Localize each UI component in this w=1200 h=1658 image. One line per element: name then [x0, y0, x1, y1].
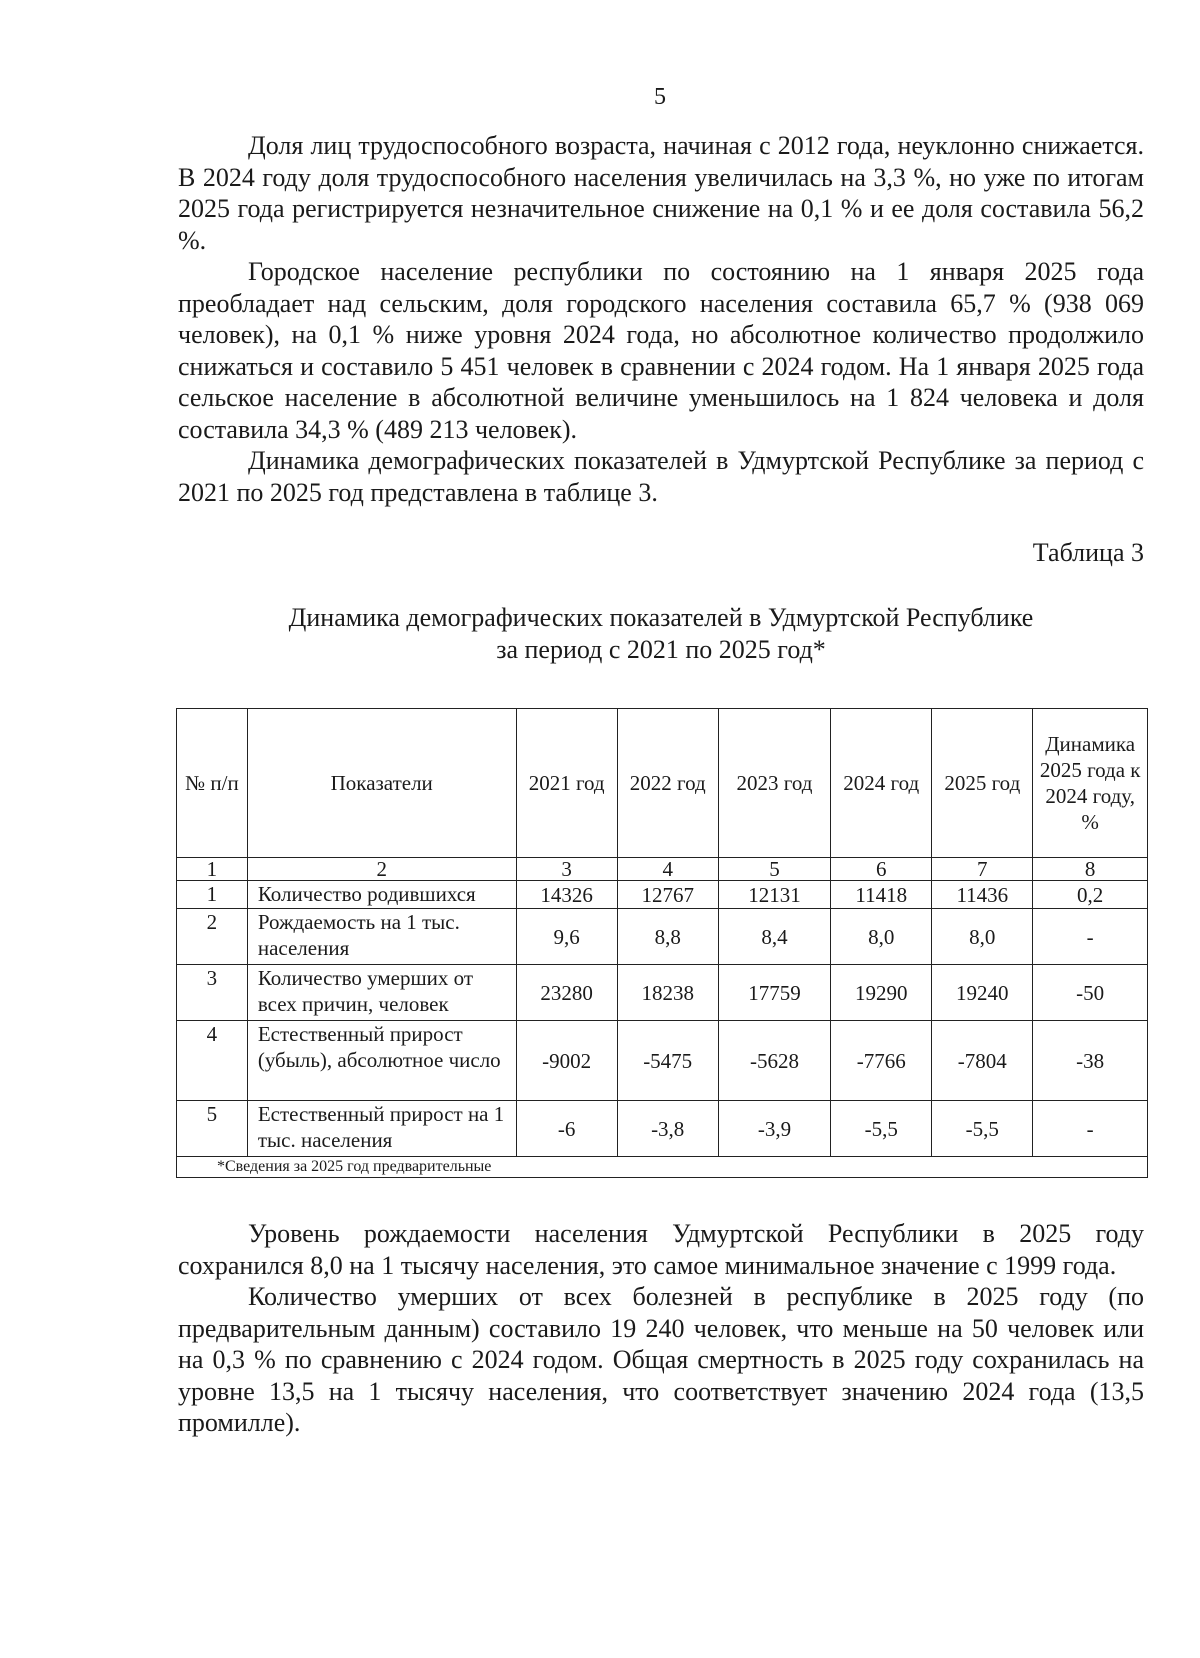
table-row [177, 1101, 1148, 1157]
paragraph: Количество умерших от всех болезней в республике в 2025 году (по предварительным данным) составило 19 240 человек, что меньше на 50 человек или на 0,3 % по сравнению с 2024 годом. Общая смертность в 2025 году сохранилась на уровне 13,5 на 1 тысячу населения, что соответствует значению 2024 года (13,5 промилле). [178, 1282, 1144, 1437]
header-2024: 2024 год [831, 709, 932, 858]
table-row [177, 909, 1148, 965]
paragraph: Уровень рождаемости населения Удмуртской Республики в 2025 году сохранился 8,0 на 1 тысячу населения, это самое минимальное значение с 1999 года. [178, 1219, 1144, 1280]
cell-2022: 12767 [617, 881, 718, 909]
column-number: 1 [177, 858, 248, 881]
column-number-row [177, 858, 1148, 881]
cell-dynamics: 0,2 [1033, 881, 1148, 909]
table-header-row [177, 709, 1148, 858]
cell-dynamics: -50 [1033, 965, 1148, 1021]
intro-text [178, 130, 1144, 508]
column-number: 5 [718, 858, 831, 881]
cell-2025: 11436 [932, 881, 1033, 909]
paragraph: Доля лиц трудоспособного возраста, начиная с 2012 года, неуклонно снижается. В 2024 году доля трудоспособного населения увеличилась на 3,3 %, но уже по итогам 2025 года регистрируется незначительное снижение на 0,1 % и ее доля составила 56,2 %. [178, 131, 1144, 255]
cell-2022: 18238 [617, 965, 718, 1021]
cell-2024: -5,5 [831, 1101, 932, 1157]
cell-2022: -3,8 [617, 1101, 718, 1157]
page-number: 5 [654, 84, 666, 110]
column-number: 4 [617, 858, 718, 881]
header-indicator: Показатели [247, 709, 516, 858]
table-title-line: за период с 2021 по 2025 год* [496, 635, 826, 664]
cell-2023: 8,4 [718, 909, 831, 965]
cell-2023: -5628 [718, 1021, 831, 1101]
column-number: 2 [247, 858, 516, 881]
cell-dynamics: - [1033, 1101, 1148, 1157]
table-row [177, 965, 1148, 1021]
row-num: 4 [177, 1021, 248, 1101]
cell-2021: -6 [516, 1101, 617, 1157]
row-name: Рождаемость на 1 тыс. населения [247, 909, 516, 965]
cell-2024: 19290 [831, 965, 932, 1021]
row-name: Количество умерших от всех причин, человек [247, 965, 516, 1021]
cell-2025: -7804 [932, 1021, 1033, 1101]
cell-2024: -7766 [831, 1021, 932, 1101]
column-number: 8 [1033, 858, 1148, 881]
cell-2025: 8,0 [932, 909, 1033, 965]
cell-2025: -5,5 [932, 1101, 1033, 1157]
table-row [177, 1021, 1148, 1101]
cell-dynamics: -38 [1033, 1021, 1148, 1101]
cell-2021: 23280 [516, 965, 617, 1021]
column-number: 7 [932, 858, 1033, 881]
cell-2022: 8,8 [617, 909, 718, 965]
row-name: Естественный прирост на 1 тыс. населения [247, 1101, 516, 1157]
table-label: Таблица 3 [1032, 538, 1144, 567]
paragraph: Динамика демографических показателей в Удмуртской Республике за период с 2021 по 2025 год представлена в таблице 3. [178, 446, 1144, 507]
row-name: Естественный прирост (убыль), абсолютное число [247, 1021, 516, 1101]
column-number: 6 [831, 858, 932, 881]
table-title-line: Динамика демографических показателей в Удмуртской Республике [288, 603, 1034, 632]
header-2021: 2021 год [516, 709, 617, 858]
paragraph: Городское население республики по состоянию на 1 января 2025 года преобладает над сельским, доля городского населения составила 65,7 % (938 069 человек), на 0,1 % ниже уровня 2024 года, но абсолютное количество продолжило снижаться и составило 5 451 человек в сравнении с 2024 годом. На 1 января 2025 года сельское население в абсолютной величине уменьшилось на 1 824 человека и доля составила 34,3 % (489 213 человек). [178, 257, 1144, 444]
header-2022: 2022 год [617, 709, 718, 858]
table-row [177, 881, 1148, 909]
row-num: 1 [177, 881, 248, 909]
cell-dynamics: - [1033, 909, 1148, 965]
row-num: 3 [177, 965, 248, 1021]
footnote-row [177, 1157, 1148, 1178]
cell-2021: 14326 [516, 881, 617, 909]
table-title [178, 602, 1144, 666]
outro-text [178, 1218, 1144, 1439]
cell-2023: 17759 [718, 965, 831, 1021]
header-2025: 2025 год [932, 709, 1033, 858]
cell-2021: -9002 [516, 1021, 617, 1101]
demographics-table [176, 708, 1148, 1178]
column-number: 3 [516, 858, 617, 881]
cell-2024: 11418 [831, 881, 932, 909]
header-2023: 2023 год [718, 709, 831, 858]
header-num: № п/п [177, 709, 248, 858]
row-name: Количество родившихся [247, 881, 516, 909]
cell-2025: 19240 [932, 965, 1033, 1021]
cell-2023: -3,9 [718, 1101, 831, 1157]
cell-2022: -5475 [617, 1021, 718, 1101]
row-num: 2 [177, 909, 248, 965]
table-footnote: *Сведения за 2025 год предварительные [177, 1157, 1148, 1178]
row-num: 5 [177, 1101, 248, 1157]
cell-2024: 8,0 [831, 909, 932, 965]
cell-2021: 9,6 [516, 909, 617, 965]
cell-2023: 12131 [718, 881, 831, 909]
header-dynamics: Динамика 2025 года к 2024 году, % [1033, 709, 1148, 858]
